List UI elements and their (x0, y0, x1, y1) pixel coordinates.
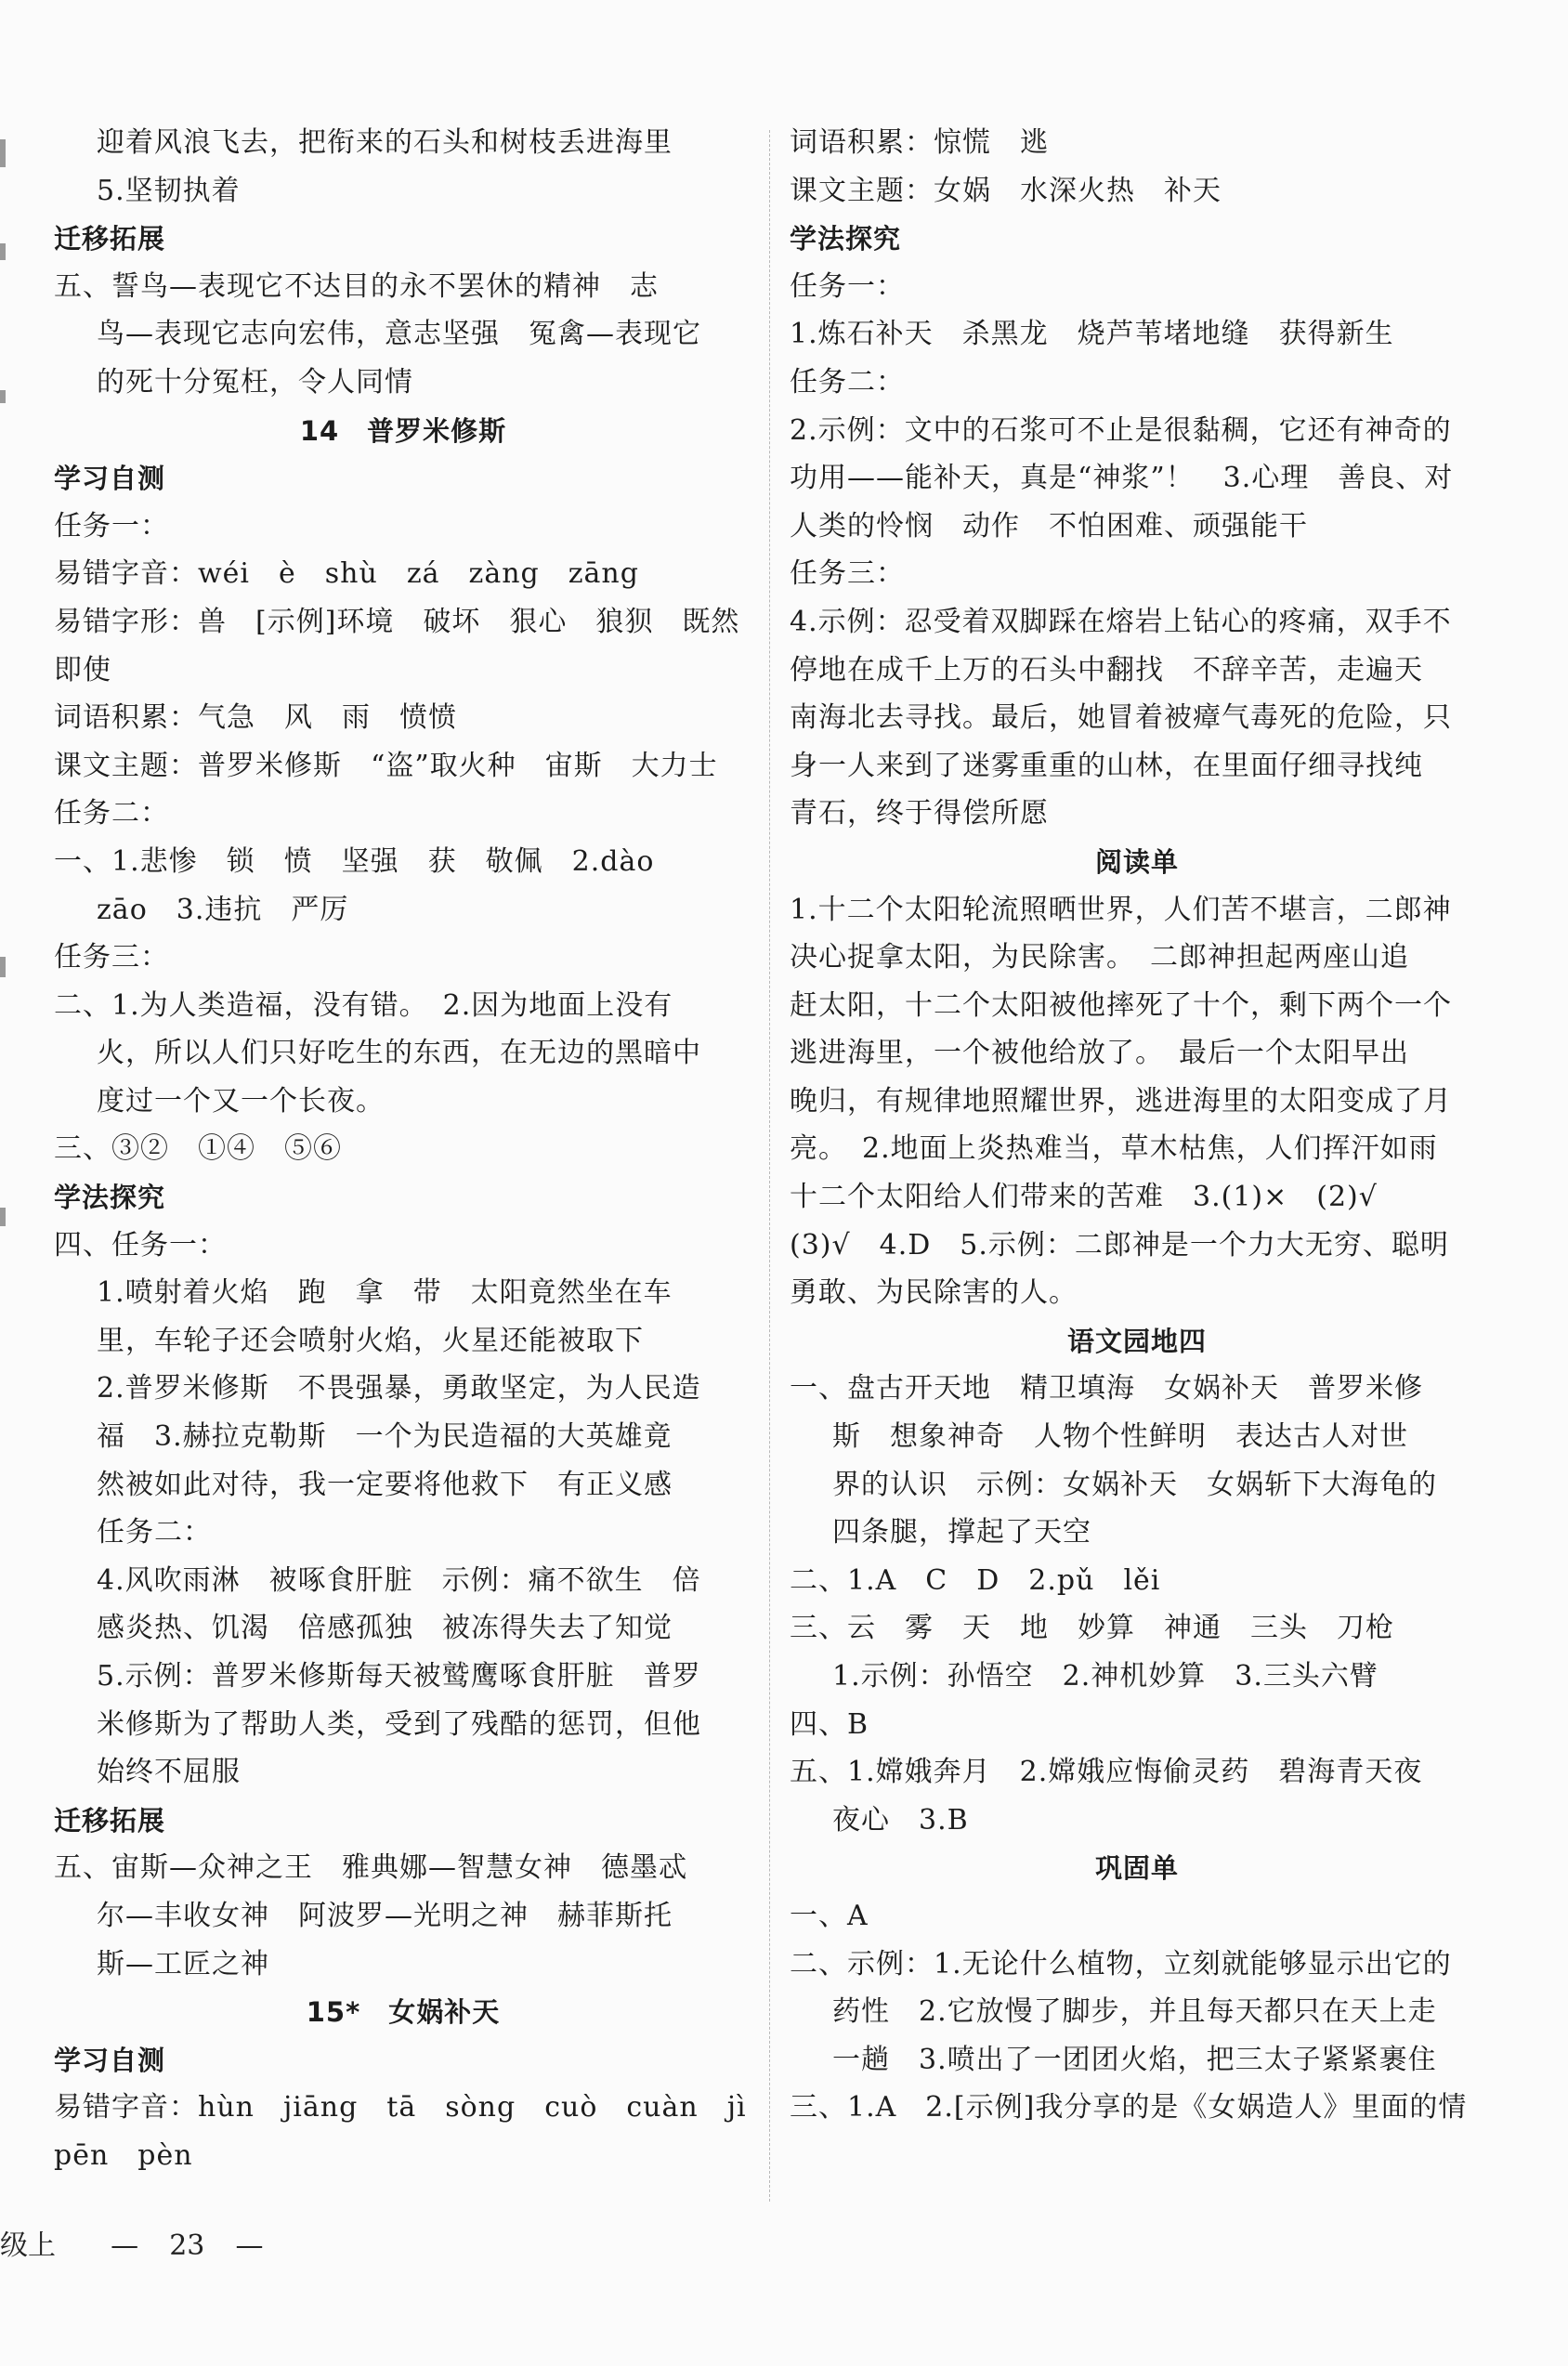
answer-line: 词语积累：气急 风 雨 愤愤 (54, 701, 457, 735)
answer-line: 三、云 雾 天 地 妙算 神通 三头 刀枪 (790, 1612, 1394, 1645)
answer-line: 赶太阳，十二个太阳被他摔死了十个，剩下两个一个 (790, 988, 1452, 1022)
answer-line: 任务三： (54, 941, 169, 974)
section-heading: 学习自测 (54, 463, 166, 495)
answer-line: 易错字形：兽 [示例]环境 破坏 狠心 狼狈 既然 (54, 605, 740, 638)
answer-line: 三、③② ①④ ⑤⑥ (54, 1132, 342, 1166)
section-heading: 迁移拓展 (54, 223, 166, 255)
answer-line: 然被如此对待，我一定要将他救下 有正义感 (97, 1468, 673, 1501)
answer-line: 1.示例：孙悟空 2.神机妙算 3.三头六臂 (832, 1660, 1379, 1693)
answer-line: 福 3.赫拉克勒斯 一个为民造福的大英雄竟 (97, 1420, 673, 1454)
lesson-title: 阅读单 (1094, 845, 1179, 878)
answer-line: 药性 2.它放慢了脚步，并且每天都只在天上走 (832, 1995, 1437, 2029)
answer-line: 易错字音：wéi è shù zá zàng zāng (54, 557, 639, 591)
answer-line: 里，车轮子还会喷射火焰，火星还能被取下 (97, 1324, 644, 1357)
answer-line: 四、任务一： (54, 1228, 227, 1261)
answer-line: 决心捉拿太阳，为民除害。 二郎神担起两座山追 (790, 941, 1409, 974)
footer-dash-right: — (235, 2229, 264, 2262)
answer-line: zāo 3.违抗 严厉 (97, 893, 349, 926)
answer-line: 米修斯为了帮助人类，受到了残酷的惩罚，但他 (97, 1707, 701, 1741)
answer-line: 青石，终于得偿所愿 (790, 797, 1049, 830)
answer-line: 任务一： (790, 269, 905, 303)
answer-line: 一、盘古开天地 精卫填海 女娲补天 普罗米修 (790, 1372, 1423, 1405)
answer-line: (3)√ 4.D 5.示例：二郎神是一个力大无穷、聪明 (790, 1228, 1449, 1261)
answer-line: 课文主题：女娲 水深火热 补天 (790, 174, 1222, 207)
answer-line: 四、B (790, 1707, 869, 1741)
answer-line: 身一人来到了迷雾重重的山林，在里面仔细寻找纯 (790, 749, 1423, 782)
answer-line: 任务二： (790, 365, 905, 399)
answer-line: 斯 想象神奇 人物个性鲜明 表达古人对世 (832, 1420, 1408, 1454)
answer-line: 2.示例：文中的石浆可不止是很黏稠，它还有神奇的 (790, 413, 1452, 447)
page-footer (0, 2222, 263, 2263)
answer-line: 五、誓鸟—表现它不达目的永不罢休的精神 志 (54, 269, 659, 303)
answer-line: 界的认识 示例：女娲补天 女娲斩下大海龟的 (832, 1468, 1437, 1501)
section-heading: 学法探究 (790, 223, 902, 255)
column-divider (769, 130, 770, 2202)
answer-line: 鸟—表现它志向宏伟，意志坚强 冤禽—表现它 (97, 318, 701, 351)
answer-line: 1.喷射着火焰 跑 拿 带 太阳竟然坐在车 (97, 1276, 673, 1310)
answer-line: 四条腿，撑起了天空 (832, 1516, 1091, 1549)
answer-line: 4.风吹雨淋 被啄食肝脏 示例：痛不欲生 倍 (97, 1563, 701, 1597)
section-heading: 学习自测 (54, 2044, 166, 2076)
answer-line: 迎着风浪飞去，把衔来的石头和树枝丢进海里 (97, 126, 673, 159)
answer-line: 词语积累：惊慌 逃 (790, 126, 1049, 159)
answer-line: 5.示例：普罗米修斯每天被鹫鹰啄食肝脏 普罗 (97, 1660, 701, 1693)
answer-line: 火，所以人们只好吃生的东西，在无边的黑暗中 (97, 1037, 701, 1070)
answer-line: pēn pèn (54, 2138, 193, 2172)
answer-line: 任务三： (790, 557, 905, 591)
answer-line: 一、1.悲惨 锁 愤 坚强 获 敬佩 2.dào (54, 844, 655, 878)
answer-line: 一、A (790, 1899, 869, 1932)
answer-line: 即使 (54, 653, 111, 686)
lesson-title: 14 普罗米修斯 (299, 414, 507, 447)
answer-line: 课文主题：普罗米修斯 “盗”取火种 宙斯 大力士 (54, 749, 718, 782)
answer-line: 易错字音：hùn jiāng tā sòng cuò cuàn jì (54, 2091, 747, 2124)
answer-line: 勇敢、为民除害的人。 (790, 1276, 1078, 1310)
answer-line: 任务二： (54, 797, 169, 830)
section-heading: 学法探究 (54, 1182, 166, 1214)
answer-line: 逃进海里，一个被他给放了。 最后一个太阳早出 (790, 1037, 1409, 1070)
answer-line: 5.坚韧执着 (97, 174, 241, 207)
footer-grade: 级上 (0, 2229, 56, 2262)
answer-line: 人类的怜悯 动作 不怕困难、顽强能干 (790, 509, 1308, 542)
answer-line: 二、1.A C D 2.pǔ lěi (790, 1563, 1161, 1597)
answer-line: 4.示例：忍受着双脚踩在熔岩上钻心的疼痛，双手不 (790, 605, 1452, 638)
left-column (54, 119, 752, 2180)
answer-line: 三、1.A 2.[示例]我分享的是《女娲造人》里面的情 (790, 2091, 1468, 2124)
answer-line: 二、1.为人类造福，没有错。 2.因为地面上没有 (54, 988, 673, 1022)
answer-line: 二、示例：1.无论什么植物，立刻就能够显示出它的 (790, 1947, 1452, 1980)
answer-line: 五、宙斯—众神之王 雅典娜—智慧女神 德墨忒 (54, 1851, 687, 1885)
footer-dash-left: — (111, 2229, 139, 2262)
answer-line: 晚归，有规律地照耀世界，逃进海里的太阳变成了月 (790, 1084, 1452, 1118)
section-heading: 迁移拓展 (54, 1804, 166, 1837)
answer-line: 1.十二个太阳轮流照晒世界，人们苦不堪言，二郎神 (790, 893, 1452, 926)
answer-line: 任务一： (54, 509, 169, 542)
lesson-title: 15* 女娲补天 (306, 1996, 501, 2029)
page-number: 23 (169, 2229, 205, 2262)
answer-line: 亮。 2.地面上炎热难当，草木枯焦，人们挥汗如雨 (790, 1132, 1438, 1166)
answer-line: 始终不屈服 (97, 1756, 241, 1789)
lesson-title: 语文园地四 (1066, 1325, 1207, 1357)
answer-line: 感炎热、饥渴 倍感孤独 被冻得失去了知觉 (97, 1612, 673, 1645)
answer-line: 1.炼石补天 杀黑龙 烧芦苇堵地缝 获得新生 (790, 318, 1394, 351)
answer-line: 2.普罗米修斯 不畏强暴，勇敢坚定，为人民造 (97, 1372, 701, 1405)
answer-line: 尔—丰收女神 阿波罗—光明之神 赫菲斯托 (97, 1899, 673, 1932)
answer-line: 任务二： (97, 1516, 212, 1549)
lesson-title: 巩固单 (1094, 1852, 1179, 1885)
answer-line: 度过一个又一个长夜。 (97, 1084, 385, 1118)
answer-line: 南海北去寻找。最后，她冒着被瘴气毒死的危险，只 (790, 701, 1452, 735)
answer-line: 的死十分冤枉，令人同情 (97, 365, 413, 399)
answer-line: 五、1.嫦娥奔月 2.嫦娥应悔偷灵药 碧海青天夜 (790, 1756, 1423, 1789)
right-column (790, 119, 1484, 2132)
answer-line: 一趟 3.喷出了一团团火焰，把三太子紧紧裹住 (832, 2043, 1437, 2076)
answer-line: 十二个太阳给人们带来的苦难 3.(1)× (2)√ (790, 1181, 1378, 1214)
answer-line: 斯—工匠之神 (97, 1947, 269, 1980)
answer-line: 功用——能补天，真是“神浆”！ 3.心理 善良、对 (790, 462, 1454, 495)
answer-line: 夜心 3.B (832, 1803, 969, 1837)
answer-line: 停地在成千上万的石头中翻找 不辞辛苦，走遍天 (790, 653, 1423, 686)
